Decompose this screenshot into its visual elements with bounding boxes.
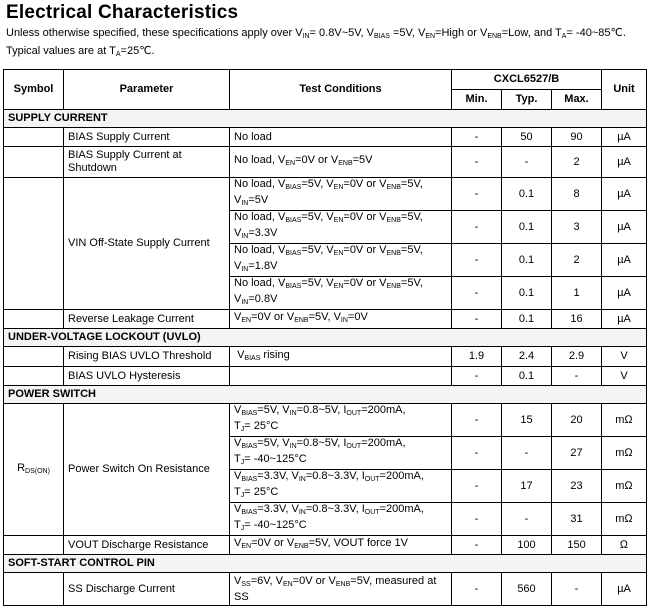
electrical-characteristics-table xyxy=(3,69,647,606)
typ-cell: - xyxy=(502,437,552,470)
min-cell: - xyxy=(452,536,502,555)
max-cell: - xyxy=(552,367,602,386)
max-cell: 16 xyxy=(552,310,602,329)
max-cell: 90 xyxy=(552,128,602,147)
section-row xyxy=(4,386,647,404)
condition-cell: $V_{BIAS}=5V$, $V_{IN}=0.8\sim 5V$, $I_{OUT}=200mA$, $T_J=$ -40~125°C xyxy=(230,437,452,470)
typ-cell: - xyxy=(502,503,552,536)
typ-cell: 17 xyxy=(502,470,552,503)
max-cell: 8 xyxy=(552,178,602,211)
parameter-cell: Rising BIAS UVLO Threshold xyxy=(64,347,230,367)
max-cell: 2 xyxy=(552,244,602,277)
unit-cell: V xyxy=(602,367,647,386)
min-cell: 1.9 xyxy=(452,347,502,367)
min-cell: - xyxy=(452,573,502,606)
min-cell: - xyxy=(452,367,502,386)
condition-cell: $V_{EN}=0V$ or $V_{ENB}=5V$, VOUT force 1V xyxy=(230,536,452,555)
section-row xyxy=(4,110,647,128)
typ-cell: 50 xyxy=(502,128,552,147)
condition-cell: No load xyxy=(230,128,452,147)
section-title: UNDER-VOLTAGE LOCKOUT (UVLO) xyxy=(4,329,647,347)
condition-cell: No load, $V_{BIAS}=5V$, $V_{EN}=0V$ or $V_{ENB}=5V$, $V_{IN}=0.8V$ xyxy=(230,277,452,310)
typ-cell: 0.1 xyxy=(502,211,552,244)
condition-cell: $V_{EN}=0V$ or $V_{ENB}=5V$, $V_{IN}=0V$ xyxy=(230,310,452,329)
condition-cell: $V_{BIAS}=3.3V$, $V_{IN}=0.8\sim 3.3V$, $I_{OUT}=200mA$, $T_J= 25^\circ C$ xyxy=(230,470,452,503)
table-row xyxy=(4,536,647,555)
max-cell: 1 xyxy=(552,277,602,310)
min-cell: - xyxy=(452,178,502,211)
min-cell: - xyxy=(452,147,502,178)
max-cell: 31 xyxy=(552,503,602,536)
table-row xyxy=(4,367,647,386)
typ-cell: 0.1 xyxy=(502,310,552,329)
parameter-header: Parameter xyxy=(64,70,230,110)
min-cell: - xyxy=(452,128,502,147)
part-number-header: CXCL6527/B xyxy=(452,70,602,90)
table-row xyxy=(4,128,647,147)
min-cell: - xyxy=(452,244,502,277)
parameter-cell: BIAS Supply Current at Shutdown xyxy=(64,147,230,178)
condition-cell: No load, $V_{EN}=0V$ or $V_{ENB}=5V$ xyxy=(230,147,452,178)
parameter-cell: BIAS Supply Current xyxy=(64,128,230,147)
section-title: SUPPLY CURRENT xyxy=(4,110,647,128)
max-cell: 27 xyxy=(552,437,602,470)
table-row xyxy=(4,404,647,437)
min-cell: - xyxy=(452,211,502,244)
symbol-header: Symbol xyxy=(4,70,64,110)
typ-cell: 0.1 xyxy=(502,244,552,277)
typ-cell: 560 xyxy=(502,573,552,606)
condition-cell: $V_{SS}=6V$, $V_{EN}=0V$ or $V_{ENB}=5V$, measured at SS xyxy=(230,573,452,606)
table-row xyxy=(4,178,647,211)
condition-cell: No load, $V_{BIAS}=5V$, $V_{EN}=0V$ or $V_{ENB}=5V$, $V_{IN}=3.3V$ xyxy=(230,211,452,244)
table-row xyxy=(4,347,647,367)
table-row xyxy=(4,573,647,606)
unit-cell: Ω xyxy=(602,536,647,555)
unit-cell: µA xyxy=(602,573,647,606)
min-cell: - xyxy=(452,310,502,329)
max-cell: - xyxy=(552,573,602,606)
table-row xyxy=(4,310,647,329)
unit-cell: V xyxy=(602,347,647,367)
unit-cell: mΩ xyxy=(602,470,647,503)
unit-cell: µA xyxy=(602,244,647,277)
symbol-cell: $R_{DS(ON)}$ xyxy=(4,404,64,536)
unit-header: Unit xyxy=(602,70,647,110)
unit-cell: µA xyxy=(602,147,647,178)
test-conditions-header: Test Conditions xyxy=(230,70,452,110)
min-cell: - xyxy=(452,503,502,536)
parameter-cell: Power Switch On Resistance xyxy=(64,404,230,536)
min-cell: - xyxy=(452,437,502,470)
max-cell: 20 xyxy=(552,404,602,437)
typ-cell: 100 xyxy=(502,536,552,555)
unit-cell: µA xyxy=(602,310,647,329)
typ-cell: 15 xyxy=(502,404,552,437)
max-cell: 150 xyxy=(552,536,602,555)
typ-cell: - xyxy=(502,147,552,178)
unit-cell: µA xyxy=(602,178,647,211)
typical-values-note: Typical values are at $T_A=25℃$. xyxy=(6,45,155,58)
section-row xyxy=(4,329,647,347)
typ-header: Typ. xyxy=(502,90,552,110)
section-title: SOFT-START CONTROL PIN xyxy=(4,555,647,573)
unit-cell: mΩ xyxy=(602,503,647,536)
min-cell: - xyxy=(452,404,502,437)
section-row xyxy=(4,555,647,573)
condition-cell: $V_{BIAS}=3.3V$, $V_{IN}=0.8\sim 3.3V$, $I_{OUT}=200mA$, $T_J=$ -40~125°C xyxy=(230,503,452,536)
typ-cell: 0.1 xyxy=(502,367,552,386)
parameter-cell: Reverse Leakage Current xyxy=(64,310,230,329)
condition-cell: No load, $V_{BIAS}=5V$, $V_{EN}=0V$ or $V_{ENB}=5V$, $V_{IN}=1.8V$ xyxy=(230,244,452,277)
max-cell: 23 xyxy=(552,470,602,503)
unit-cell: mΩ xyxy=(602,404,647,437)
max-cell: 2.9 xyxy=(552,347,602,367)
max-header: Max. xyxy=(552,90,602,110)
condition-cell: No load, $V_{BIAS}=5V$, $V_{EN}=0V$ or $V_{ENB}=5V$, $V_{IN}=5V$ xyxy=(230,178,452,211)
parameter-cell: SS Discharge Current xyxy=(64,573,230,606)
unit-cell: mΩ xyxy=(602,437,647,470)
parameter-cell: VIN Off-State Supply Current xyxy=(64,178,230,310)
condition-cell: $V_{BIAS}$ rising xyxy=(230,347,452,367)
min-cell: - xyxy=(452,470,502,503)
unit-cell: µA xyxy=(602,277,647,310)
typ-cell: 2.4 xyxy=(502,347,552,367)
min-header: Min. xyxy=(452,90,502,110)
min-cell: - xyxy=(452,277,502,310)
section-title: POWER SWITCH xyxy=(4,386,647,404)
table-row xyxy=(4,147,647,178)
page-title: Electrical Characteristics xyxy=(6,2,239,23)
parameter-cell: BIAS UVLO Hysteresis xyxy=(64,367,230,386)
unit-cell: µA xyxy=(602,128,647,147)
max-cell: 2 xyxy=(552,147,602,178)
parameter-cell: VOUT Discharge Resistance xyxy=(64,536,230,555)
unit-cell: µA xyxy=(602,211,647,244)
typ-cell: 0.1 xyxy=(502,277,552,310)
max-cell: 3 xyxy=(552,211,602,244)
table-header-row xyxy=(4,70,647,90)
typ-cell: 0.1 xyxy=(502,178,552,211)
condition-cell: $V_{BIAS}=5V$, $V_{IN}=0.8\sim 5V$, $I_{OUT}=200mA$, $T_J= 25^\circ C$ xyxy=(230,404,452,437)
conditions-note: Unless otherwise specified, these specifications apply over $V_{IN}=$ 0.8V~5V, $V_{BIAS} =5V$, $V_{EN}=High$ or $V_{ENB}=Low$, and $T_A=$ -40~85℃. xyxy=(6,27,626,40)
